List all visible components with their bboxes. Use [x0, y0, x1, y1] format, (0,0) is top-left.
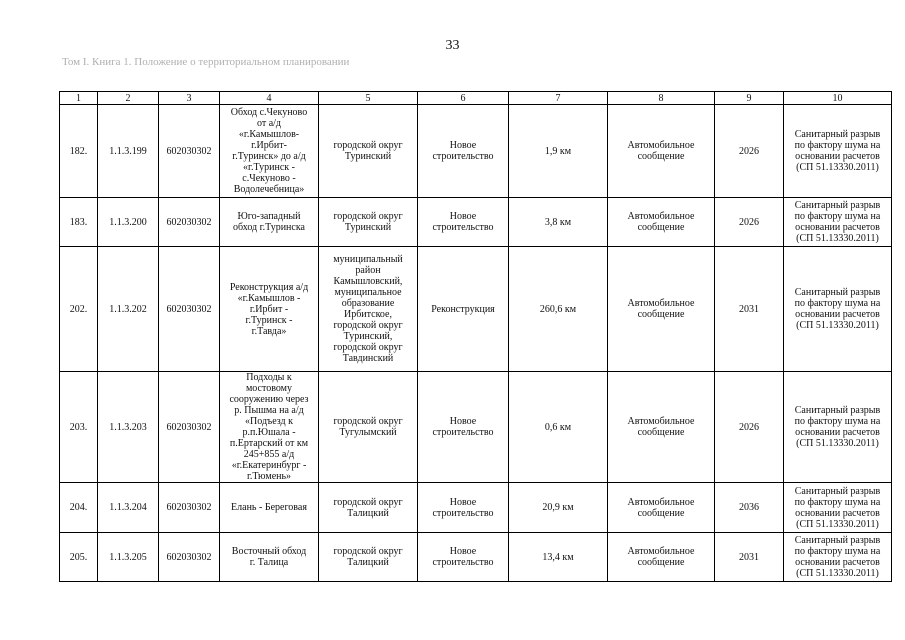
table-cell: 202. — [60, 247, 98, 372]
table-cell: 2031 — [715, 247, 784, 372]
column-header: 3 — [159, 92, 220, 105]
table-cell: 20,9 км — [509, 483, 608, 533]
table-cell: Автомобильное сообщение — [608, 372, 715, 483]
table-cell: Реконструкция — [418, 247, 509, 372]
table-cell: 1.1.3.202 — [98, 247, 159, 372]
table-cell: Санитарный разрыв по фактору шума на основании расчетов (СП 51.13330.2011) — [784, 198, 892, 247]
page-number: 33 — [445, 38, 460, 53]
table-cell: Обход с.Чекуново от а/д «г.Камышлов- г.Ирбит- г.Туринск» до а/д «г.Туринск - с.Чекуново - Водолечебница» — [220, 105, 319, 198]
table-cell: 1.1.3.205 — [98, 533, 159, 582]
table-cell: 1.1.3.204 — [98, 483, 159, 533]
table-cell: 204. — [60, 483, 98, 533]
table-cell: 182. — [60, 105, 98, 198]
table-cell: городской округ Талицкий — [319, 533, 418, 582]
table-cell: 2036 — [715, 483, 784, 533]
column-header: 4 — [220, 92, 319, 105]
table-cell: 0,6 км — [509, 372, 608, 483]
table-cell: Восточный обход г. Талица — [220, 533, 319, 582]
table-cell: 183. — [60, 198, 98, 247]
column-header: 8 — [608, 92, 715, 105]
table-cell: городской округ Тугулымский — [319, 372, 418, 483]
table-cell: Санитарный разрыв по фактору шума на основании расчетов (СП 51.13330.2011) — [784, 105, 892, 198]
table-cell: 1.1.3.203 — [98, 372, 159, 483]
table-cell: 13,4 км — [509, 533, 608, 582]
table-header-row — [60, 92, 892, 105]
table-cell: 602030302 — [159, 483, 220, 533]
table-cell: 602030302 — [159, 105, 220, 198]
table-cell: Новое строительство — [418, 372, 509, 483]
table-cell: 1.1.3.199 — [98, 105, 159, 198]
column-header: 6 — [418, 92, 509, 105]
table-cell: 205. — [60, 533, 98, 582]
table-cell: городской округ Туринский — [319, 198, 418, 247]
table-cell: Автомобильное сообщение — [608, 247, 715, 372]
table-cell: 602030302 — [159, 247, 220, 372]
column-header: 10 — [784, 92, 892, 105]
table-cell: Автомобильное сообщение — [608, 105, 715, 198]
table-cell: Новое строительство — [418, 533, 509, 582]
table-cell: 2026 — [715, 198, 784, 247]
table-cell: 3,8 км — [509, 198, 608, 247]
table-cell: 1.1.3.200 — [98, 198, 159, 247]
table-cell: 602030302 — [159, 533, 220, 582]
table-row — [60, 198, 892, 247]
table-row — [60, 483, 892, 533]
table-row — [60, 372, 892, 483]
table-cell: Санитарный разрыв по фактору шума на основании расчетов (СП 51.13330.2011) — [784, 372, 892, 483]
table-cell: Новое строительство — [418, 198, 509, 247]
table-cell: Подходы к мостовому сооружению через р. Пышма на а/д «Подъезд к р.п.Юшала - п.Ертарский от км 245+855 а/д «г.Екатеринбург - г.Тюмень» — [220, 372, 319, 483]
table-cell: 260,6 км — [509, 247, 608, 372]
table-cell: 602030302 — [159, 198, 220, 247]
table-cell: Автомобильное сообщение — [608, 198, 715, 247]
document-table — [59, 91, 892, 582]
table-cell: Новое строительство — [418, 483, 509, 533]
column-header: 5 — [319, 92, 418, 105]
table-cell: 2031 — [715, 533, 784, 582]
column-header: 1 — [60, 92, 98, 105]
table-row — [60, 533, 892, 582]
table-cell: 1,9 км — [509, 105, 608, 198]
table-cell: Санитарный разрыв по фактору шума на основании расчетов (СП 51.13330.2011) — [784, 247, 892, 372]
table-cell: 203. — [60, 372, 98, 483]
column-header: 7 — [509, 92, 608, 105]
table-cell: Санитарный разрыв по фактору шума на основании расчетов (СП 51.13330.2011) — [784, 483, 892, 533]
table-cell: городской округ Талицкий — [319, 483, 418, 533]
table-cell: 602030302 — [159, 372, 220, 483]
table-cell: 2026 — [715, 105, 784, 198]
table-cell: Юго-западный обход г.Туринска — [220, 198, 319, 247]
column-header: 9 — [715, 92, 784, 105]
table-cell: Автомобильное сообщение — [608, 483, 715, 533]
table-cell: Елань - Береговая — [220, 483, 319, 533]
column-header: 2 — [98, 92, 159, 105]
table-row — [60, 247, 892, 372]
table-cell: Реконструкция а/д «г.Камышлов - г.Ирбит - г.Туринск - г.Тавда» — [220, 247, 319, 372]
table-cell: Санитарный разрыв по фактору шума на основании расчетов (СП 51.13330.2011) — [784, 533, 892, 582]
table-cell: 2026 — [715, 372, 784, 483]
table-row — [60, 105, 892, 198]
table-cell: муниципальный район Камышловский, муниципальное образование Ирбитское, городской округ Туринский, городской округ Тавдинский — [319, 247, 418, 372]
running-header: Том I. Книга 1. Положение о территориальном планировании — [62, 56, 350, 68]
table-cell: Новое строительство — [418, 105, 509, 198]
table-cell: Автомобильное сообщение — [608, 533, 715, 582]
table-cell: городской округ Туринский — [319, 105, 418, 198]
